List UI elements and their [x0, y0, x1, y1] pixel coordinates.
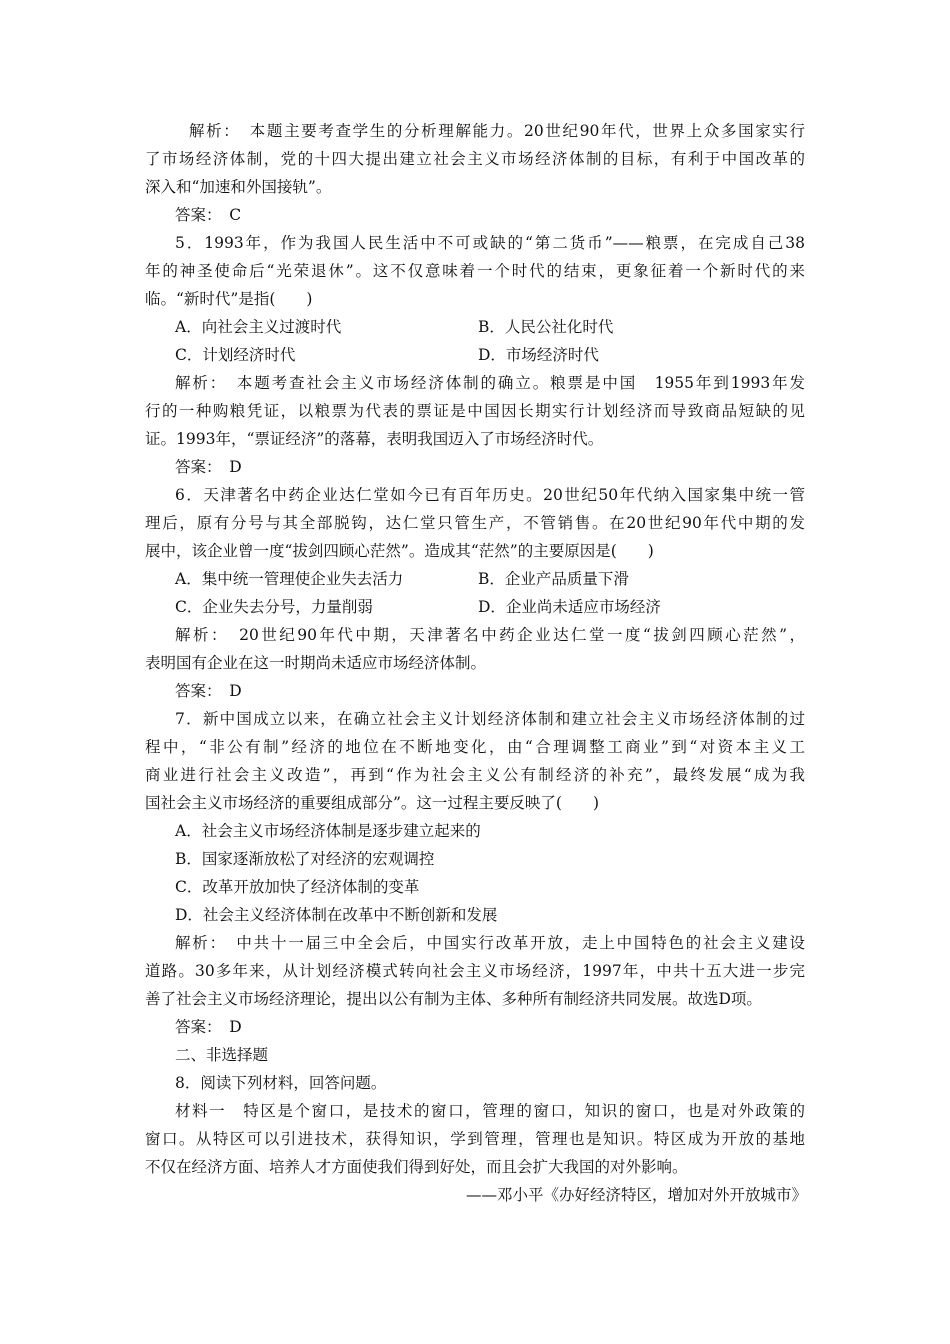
- q4-analysis-line-1: 解析： 本题主要考查学生的分析理解能力。20世纪90年代，世界上众多国家实行: [189, 122, 805, 140]
- q5-stem-line-1: 5．1993年，作为我国人民生活中不可或缺的“第二货币”——粮票，在完成自己38: [175, 234, 805, 252]
- material-one-source: ——邓小平《办好经济特区，增加对外开放城市》: [465, 1186, 807, 1204]
- q7-analysis-line-1: 解析： 中共十一届三中全会后，中国实行改革开放，走上中国特色的社会主义建设: [175, 934, 805, 952]
- q8-stem: 8．阅读下列材料，回答问题。: [175, 1074, 387, 1092]
- q5-stem-line-2: 年的神圣使命后“光荣退休”。这不仅意味着一个时代的结束，更象征着一个新时代的来: [145, 262, 805, 280]
- q6-analysis-line-2: 表明国有企业在这一时期尚未适应市场经济体制。: [145, 654, 487, 672]
- q7-analysis-line-3: 善了社会主义市场经济理论，提出以公有制为主体、多种所有制经济共同发展。故选D项。: [145, 990, 762, 1008]
- material-one-line-2: 窗口。从特区可以引进技术，获得知识，学到管理，管理也是知识。特区成为开放的基地: [145, 1130, 805, 1148]
- q5-analysis-line-3: 证。1993年，“票证经济”的落幕，表明我国迈入了市场经济时代。: [145, 430, 604, 448]
- q7-stem-line-2: 程中，“非公有制”经济的地位在不断地变化，由“合理调整工商业”到“对资本主义工: [145, 738, 805, 756]
- q6-option-a: A．集中统一管理使企业失去活力: [175, 570, 404, 588]
- q7-answer: 答案： D: [175, 1018, 242, 1036]
- q6-option-d: D．企业尚未适应市场经济: [478, 598, 661, 616]
- q6-answer: 答案： D: [175, 682, 242, 700]
- q5-option-a: A．向社会主义过渡时代: [175, 318, 342, 336]
- q5-stem-line-3: 临。“新时代”是指( ): [145, 290, 313, 308]
- q7-option-d: D．社会主义经济体制在改革中不断创新和发展: [175, 906, 498, 924]
- q7-option-c: C．改革开放加快了经济体制的变革: [175, 878, 420, 896]
- q6-analysis-line-1: 解析： 20世纪90年代中期，天津著名中药企业达仁堂一度“拔剑四顾心茫然”，: [175, 626, 806, 644]
- q6-option-b: B．企业产品质量下滑: [478, 570, 629, 588]
- q5-option-b: B．人民公社化时代: [478, 318, 614, 336]
- q7-option-a: A．社会主义市场经济体制是逐步建立起来的: [175, 822, 481, 840]
- q7-stem-line-1: 7．新中国成立以来，在确立社会主义计划经济体制和建立社会主义市场经济体制的过: [175, 710, 805, 728]
- q7-stem-line-3: 商业进行社会主义改造”，再到“作为社会主义公有制经济的补充”，最终发展“成为我: [145, 766, 805, 784]
- section-heading: 二、非选择题: [175, 1046, 269, 1064]
- q5-answer: 答案： D: [175, 458, 242, 476]
- q5-analysis-line-1: 解析： 本题考查社会主义市场经济体制的确立。粮票是中国 1955年到1993年发: [175, 374, 805, 392]
- material-one-line-3: 不仅在经济方面、培养人才方面使我们得到好处，而且会扩大我国的对外影响。: [145, 1158, 688, 1176]
- q4-answer: 答案： C: [175, 206, 242, 224]
- q7-stem-line-4: 国社会主义市场经济的重要组成部分”。这一过程主要反映了( ): [145, 794, 600, 812]
- q6-stem-line-3: 展中，该企业曾一度“拔剑四顾心茫然”。造成其“茫然”的主要原因是( ): [145, 542, 654, 560]
- material-one-line-1: 材料一 特区是个窗口，是技术的窗口，管理的窗口，知识的窗口，也是对外政策的: [175, 1102, 805, 1120]
- q4-analysis-line-3: 深入和“加速和外国接轨”。: [145, 178, 332, 196]
- q5-option-c: C．计划经济时代: [175, 346, 296, 364]
- q6-stem-line-1: 6．天津著名中药企业达仁堂如今已有百年历史。20世纪50年代纳入国家集中统一管: [175, 486, 805, 504]
- q6-stem-line-2: 理后，原有分号与其全部脱钩，达仁堂只管生产，不管销售。在20世纪90年代中期的发: [145, 514, 805, 532]
- q4-analysis-line-2: 了市场经济体制，党的十四大提出建立社会主义市场经济体制的目标，有利于中国改革的: [145, 150, 805, 168]
- q7-option-b: B．国家逐渐放松了对经济的宏观调控: [175, 850, 435, 868]
- q5-option-d: D．市场经济时代: [478, 346, 599, 364]
- q6-option-c: C．企业失去分号，力量削弱: [175, 598, 373, 616]
- q7-analysis-line-2: 道路。30多年来，从计划经济模式转向社会主义市场经济，1997年，中共十五大进一步完: [145, 962, 805, 980]
- q5-analysis-line-2: 行的一种购粮凭证，以粮票为代表的票证是中国因长期实行计划经济而导致商品短缺的见: [145, 402, 805, 420]
